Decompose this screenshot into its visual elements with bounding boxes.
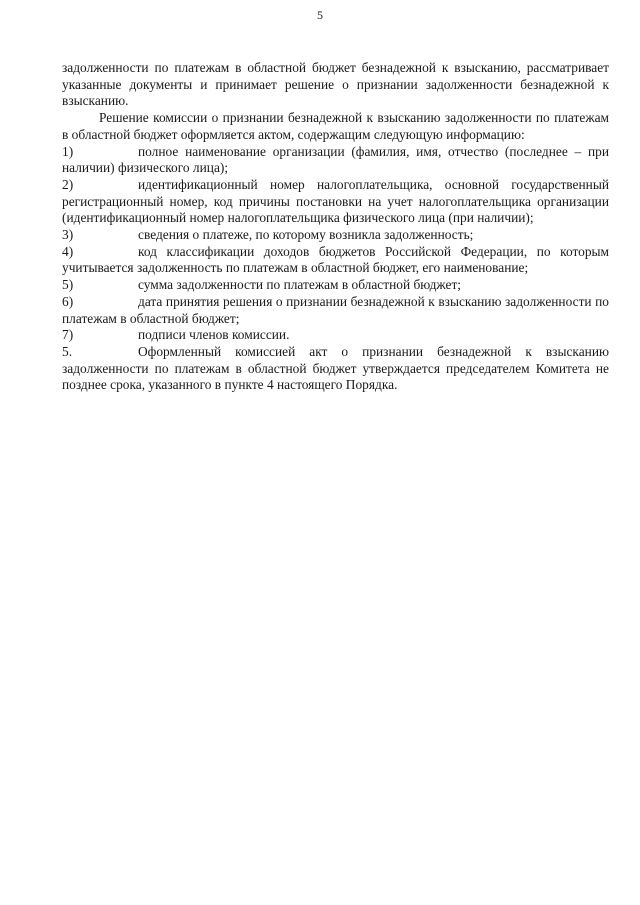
- list-item-text: код классификации доходов бюджетов Российской Федерации, по которым учитывается задолженность по платежам в областной бюджет, его наименование;: [62, 243, 609, 276]
- list-item: [62, 327, 609, 344]
- list-item-number: 5): [62, 277, 74, 293]
- page-number: 5: [317, 8, 323, 22]
- list-item-number: 7): [62, 327, 74, 343]
- paragraph-intro: задолженности по платежам в областной бюджет безнадежной к взысканию, рассматривает указанные документы и принимает решение о признании задолженности безнадежной к взысканию.: [62, 60, 609, 109]
- list-item: [62, 294, 609, 327]
- list-item-text: подписи членов комиссии.: [138, 327, 290, 343]
- list-item: [62, 244, 609, 277]
- list-item: [62, 227, 609, 244]
- list-item-text: дата принятия решения о признании безнадежной к взысканию задолженности по платежам в областной бюджет;: [62, 293, 609, 326]
- list-item-text: сведения о платеже, по которому возникла задолженность;: [138, 227, 474, 243]
- list-item-text: сумма задолженности по платежам в областной бюджет;: [138, 277, 462, 293]
- paragraph-decision: Решение комиссии о признании безнадежной к взысканию задолженности по платежам в областной бюджет оформляется актом, содержащим следующую информацию:: [62, 110, 609, 142]
- list-item-number: 5.: [62, 343, 73, 359]
- list-item-number: 1): [62, 143, 74, 159]
- document-body: [62, 60, 609, 394]
- list-item-text: полное наименование организации (фамилия, имя, отчество (последнее – при наличии) физического лица);: [62, 143, 609, 176]
- list-item-number: 6): [62, 293, 74, 309]
- list-item-number: 3): [62, 227, 74, 243]
- list-item-number: 2): [62, 176, 74, 192]
- list-item-number: 4): [62, 243, 74, 259]
- list-item-text: идентификационный номер налогоплательщика, основной государственный регистрационный номер, код причины постановки на учет налогоплательщика организации (идентификационный номер налогоплательщика физического лица (при наличии);: [62, 176, 609, 226]
- list-item: [62, 344, 609, 394]
- list-item: [62, 177, 609, 227]
- list-item: [62, 277, 609, 294]
- list-item-text: Оформленный комиссией акт о признании безнадежной к взысканию задолженности по платежам в областной бюджет утверждается председателем Комитета не позднее срока, указанного в пункте 4 настоящего Порядка.: [62, 343, 609, 393]
- list-item: [62, 144, 609, 177]
